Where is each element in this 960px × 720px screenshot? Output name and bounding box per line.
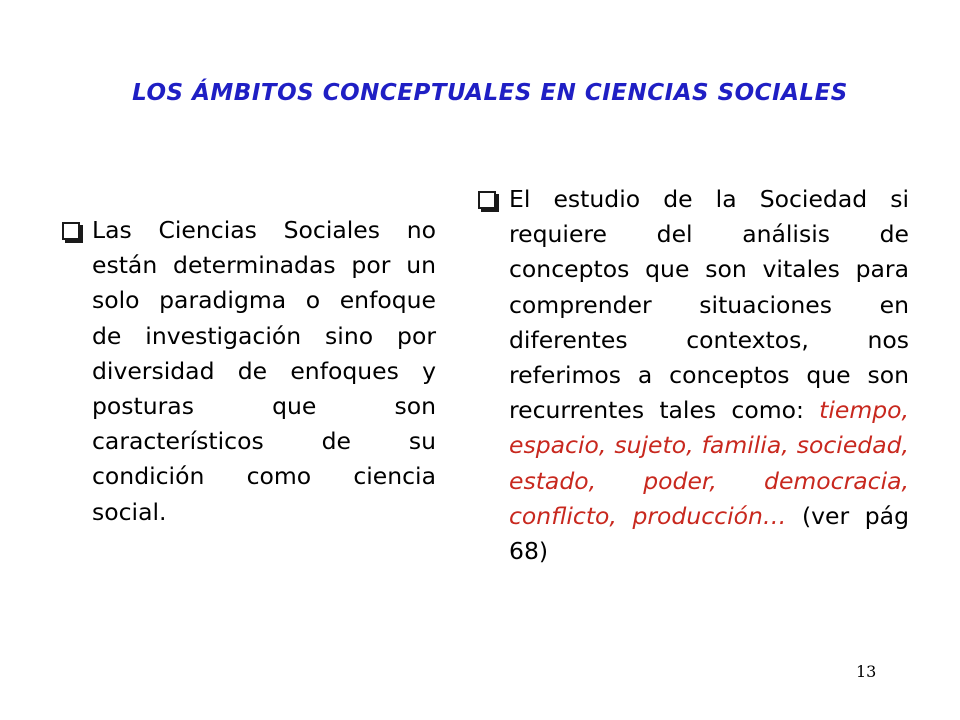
slide-title: LOS ÁMBITOS CONCEPTUALES EN CIENCIAS SOCIALES <box>132 80 848 106</box>
checkbox-bullet-icon <box>62 222 80 240</box>
right-column-text-intro: El estudio de la Sociedad si requiere del análisis de conceptos que son vitales para comprender situaciones en diferentes contextos, nos referimos a conceptos que son recurrentes tales como: <box>509 185 909 425</box>
left-column-paragraph: Las Ciencias Sociales no están determinadas por un solo paradigma o enfoque de investigación sino por diversidad de enfoques y posturas que son característicos de su condición como ciencia social. <box>92 216 436 526</box>
highlighted-concepts: tiempo, espacio, sujeto, familia, sociedad, estado, poder, democracia, conflicto, producción… <box>509 396 909 530</box>
checkbox-bullet-icon <box>478 191 496 209</box>
right-column-text-reference: (ver pág 68) <box>509 501 909 566</box>
right-column-paragraph <box>509 182 909 569</box>
page-number: 13 <box>856 662 877 681</box>
